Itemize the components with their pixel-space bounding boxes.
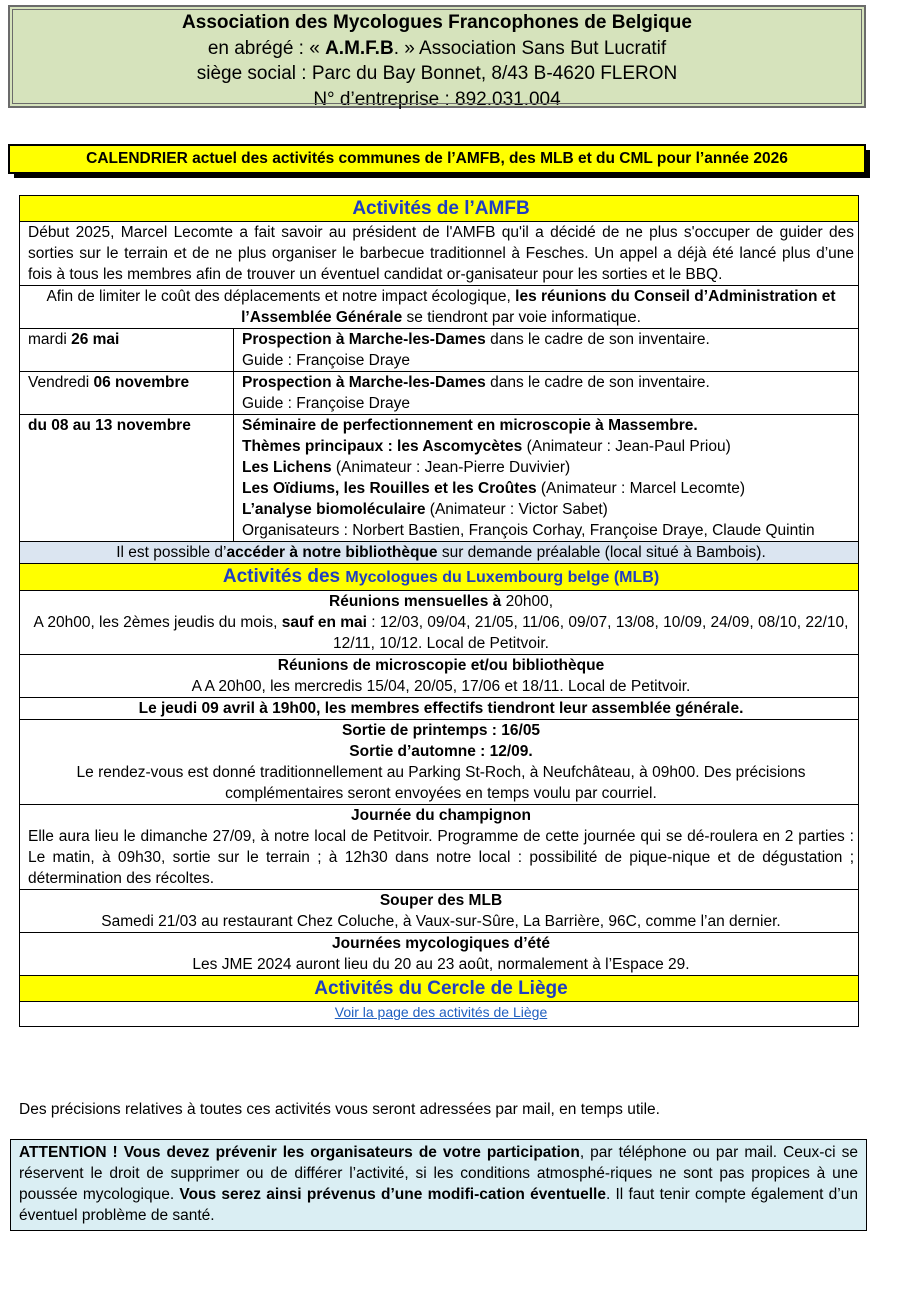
seminar-date-text: du 08 au 13 novembre [28, 417, 191, 434]
dinner-text: Samedi 21/03 au restaurant Chez Coluche, à Vaux-sur-Sûre, La Barrière, 96C, comme l’an dernier. [101, 913, 781, 930]
seminar-theme: L’analyse biomoléculaire [242, 501, 426, 518]
event-details [234, 372, 859, 415]
monthly-dates: : 12/03, 09/04, 21/05, 11/06, 09/07, 13/08, 10/09, 24/09, 08/10, 22/10, 12/11, 10/12. Local de Petitvoir. [332, 614, 849, 652]
amfb-intro: Début 2025, Marcel Lecomte a fait savoir au président de l'AMFB qu'il a décidé de ne plus s'occuper de guider des sorties sur le terrain et de ne plus organiser le barbecue traditionnel à Fesches. Un appel a déjà été lancé plus d’une fois à tous les membres afin de trouver un éventuel candidat or-ganisateur pour les sorties et le BBQ. [20, 222, 859, 286]
meetings-pre: Afin de limiter le coût des déplacements et notre impact écologique, [46, 288, 516, 305]
event-title-rest: dans le cadre de son inventaire. [485, 374, 710, 391]
mushroom-day-title: Journée du champignon [351, 807, 531, 824]
summer-days-title: Journées mycologiques d’été [332, 935, 550, 952]
monthly-text-bold: sauf en mai [281, 614, 367, 631]
abbr-bold: A.M.F.B [325, 37, 394, 59]
microscopy-meetings [20, 655, 859, 698]
seminar-title: Séminaire de perfectionnement en microscopie à Massembre. [242, 417, 698, 434]
library-bold: accéder à notre bibliothèque [226, 544, 438, 561]
seminar-organisers: Organisateurs : Norbert Bastien, François Corhay, Françoise Draye, Claude Quintin [242, 522, 815, 539]
mlb-heading [20, 564, 859, 591]
monthly-time: 20h00, [501, 593, 553, 610]
summer-days [20, 933, 859, 976]
seminar-theme: Les Oïdiums, les Rouilles et les Croûtes [242, 480, 537, 497]
seminar-theme-animator: (Animateur : Victor Sabet) [425, 501, 608, 518]
seminar-theme: Les Lichens [242, 459, 332, 476]
meetings-post: se tiendront par voie informatique. [402, 309, 641, 326]
event-guide: Guide : Françoise Draye [242, 395, 410, 412]
monthly-text-pre: A 20h00, les 2èmes jeudis du mois, [33, 614, 282, 631]
monthly-title: Réunions mensuelles à [329, 593, 502, 610]
mlb-dinner [20, 890, 859, 933]
mlb-heading-big: Activités des [222, 566, 346, 587]
event-details [234, 329, 859, 372]
attention-box [10, 1139, 867, 1231]
calendar-title: CALENDRIER actuel des activités communes de l’AMFB, des MLB et du CML pour l’année 2026 [8, 144, 866, 174]
event-row [20, 372, 859, 415]
abbr-prefix: en abrégé : « [207, 37, 326, 59]
abbr-suffix: . » Association Sans But Lucratif [393, 37, 667, 59]
general-assembly [20, 698, 859, 720]
amfb-heading: Activités de l’AMFB [20, 196, 859, 222]
header-inner-border [12, 9, 862, 104]
event-date [20, 372, 234, 415]
seminar-theme: Thèmes principaux : les Ascomycètes [242, 438, 523, 455]
microscopy-title: Réunions de microscopie et/ou bibliothèque [277, 657, 605, 674]
event-row [20, 329, 859, 372]
amfb-meetings [20, 286, 859, 329]
event-title: Prospection à Marche-les-Dames [242, 331, 486, 348]
library-note [20, 542, 859, 564]
seminar-theme-animator: (Animateur : Jean-Pierre Duvivier) [331, 459, 571, 476]
autumn-outing: Sortie d’automne : 12/09. [349, 743, 533, 760]
cml-link-cell [20, 1002, 859, 1027]
event-date-bold: 06 novembre [93, 374, 190, 391]
outings [20, 720, 859, 805]
association-header [8, 5, 866, 108]
library-post: sur demande préalable (local situé à Bambois). [437, 544, 766, 561]
cml-heading: Activités du Cercle de Liège [20, 976, 859, 1002]
outings-text: Le rendez-vous est donné traditionnellement au Parking St-Roch, à Neufchâteau, à 09h00. Des précisions complémentaires seront envoyées en temps voulu par courriel. [76, 764, 806, 802]
summer-days-text: Les JME 2024 auront lieu du 20 au 23 août, normalement à l’Espace 29. [192, 956, 690, 973]
mlb-heading-small: Mycologues du Luxembourg belge (MLB) [345, 569, 660, 586]
attention-text-1: , par téléphone ou par mail. Ceux-ci se réservent le droit de supprimer ou de différer l’activité, si les conditions atmosphé-riques ne sont pas propices à une poussée mycologique. [19, 1144, 858, 1203]
monthly-meetings [20, 591, 859, 655]
attention-bold-1: ATTENTION ! Vous devez prévenir les organisateurs de votre participation [19, 1144, 580, 1161]
mushroom-day [20, 805, 859, 890]
association-address: siège social : Parc du Bay Bonnet, 8/43 B-4620 FLERON [196, 63, 678, 84]
seminar-date [20, 415, 234, 542]
footnote: Des précisions relatives à toutes ces activités vous seront adressées par mail, en temps utile. [19, 1101, 660, 1118]
library-pre: Il est possible d’ [116, 544, 227, 561]
event-date-day: mardi [28, 331, 72, 348]
dinner-title: Souper des MLB [379, 892, 503, 909]
spring-outing: Sortie de printemps : 16/05 [341, 722, 541, 739]
seminar-details [234, 415, 859, 542]
seminar-theme-animator: (Animateur : Jean-Paul Priou) [522, 438, 731, 455]
microscopy-text: A A 20h00, les mercredis 15/04, 20/05, 17/06 et 18/11. Local de Petitvoir. [191, 678, 691, 695]
attention-bold-2: Vous serez ainsi prévenus d’une modifi-cation éventuelle [179, 1186, 606, 1203]
event-date [20, 329, 234, 372]
event-title-rest: dans le cadre de son inventaire. [485, 331, 710, 348]
event-date-bold: 26 mai [71, 331, 120, 348]
attention-text-2: . Il faut tenir compte également d’un éventuel problème de santé. [19, 1186, 858, 1224]
activities-table [19, 195, 859, 1027]
mushroom-day-text: Elle aura lieu le dimanche 27/09, à notre local de Petitvoir. Programme de cette journée qui se dé-roulera en 2 parties : Le matin, à 09h30, sortie sur le terrain ; à 12h30 dans notre local : possibilité de pique-nique et de dégustation ; détermination des récoltes. [28, 828, 854, 887]
seminar-row [20, 415, 859, 542]
seminar-theme-animator: (Animateur : Marcel Lecomte) [536, 480, 746, 497]
meetings-bold: les réunions du Conseil d’Administration et l’Assemblée Générale [241, 288, 836, 326]
association-name: Association des Mycologues Francophones de Belgique [182, 12, 692, 33]
company-number: N° d’entreprise : 892.031.004 [313, 88, 561, 110]
event-title: Prospection à Marche-les-Dames [242, 374, 486, 391]
event-date-day: Vendredi [28, 374, 94, 391]
event-guide: Guide : Françoise Draye [242, 352, 410, 369]
general-assembly-text: Le jeudi 09 avril à 19h00, les membres effectifs tiendront leur assemblée générale. [138, 700, 744, 717]
liege-activities-link[interactable]: Voir la page des activités de Liège [334, 1004, 548, 1020]
